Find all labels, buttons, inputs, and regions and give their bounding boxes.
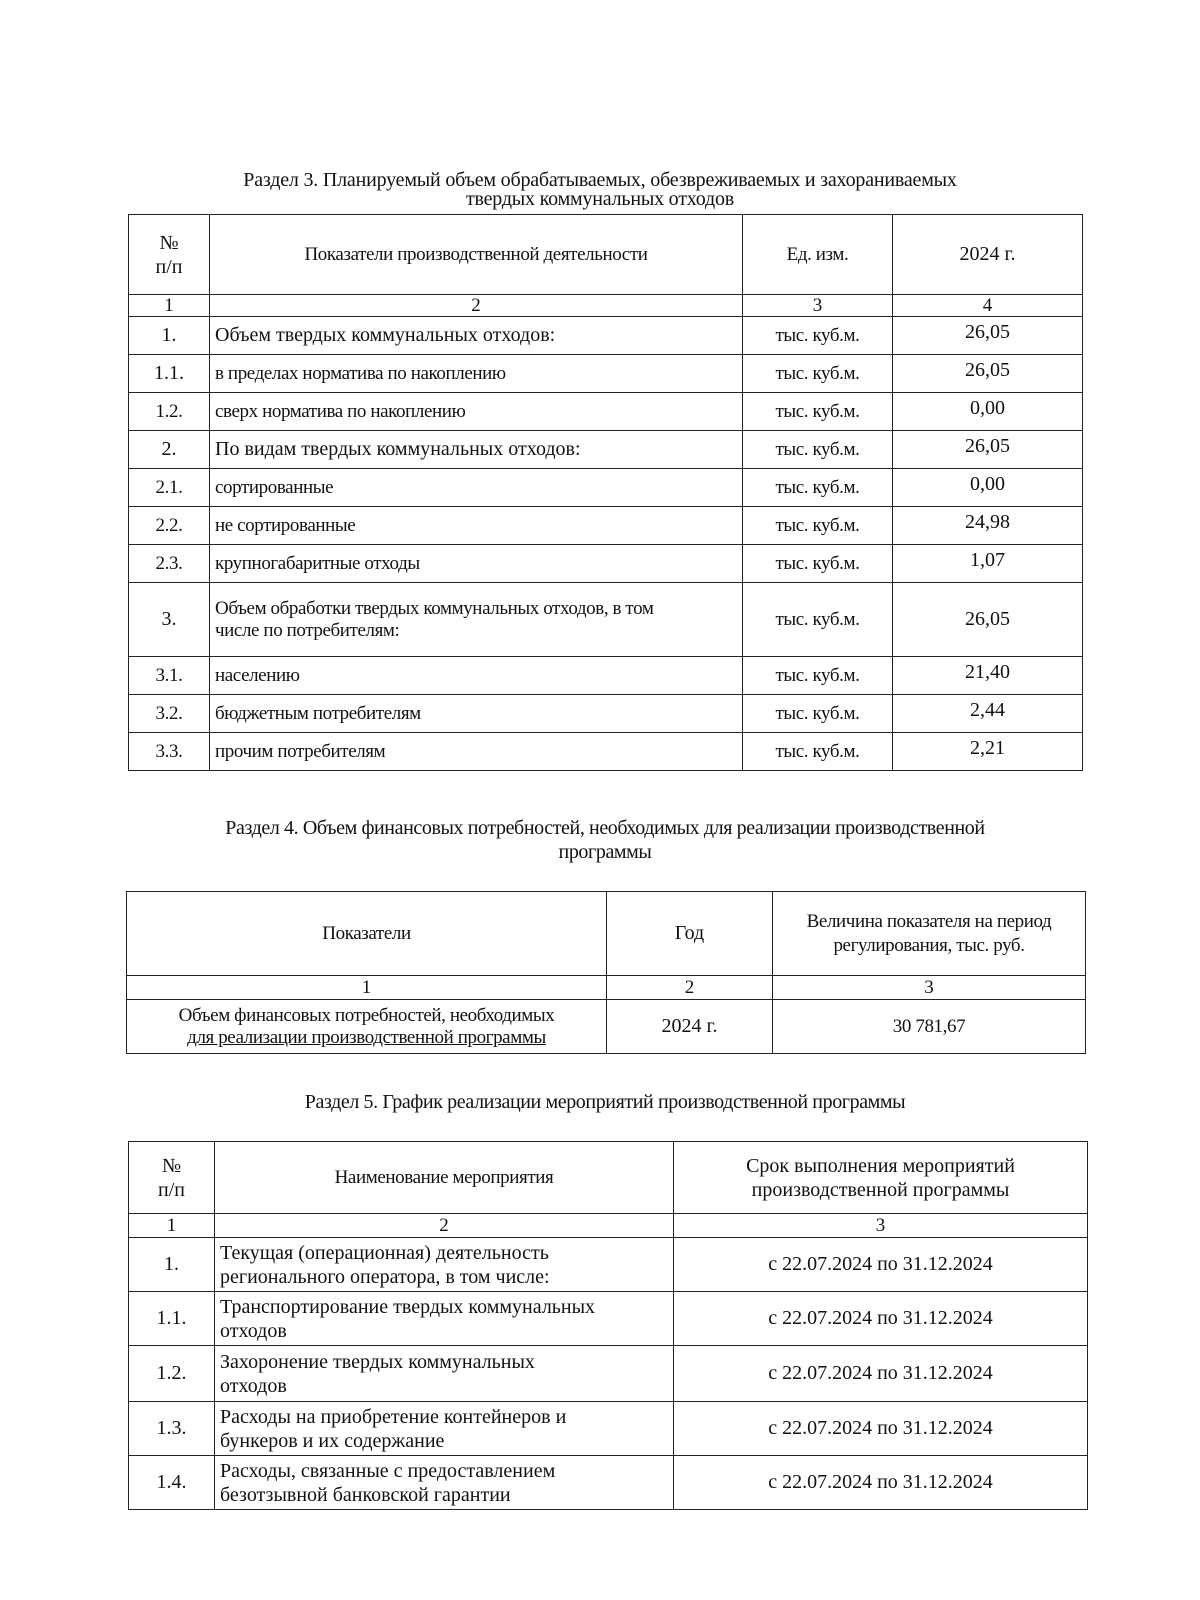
row-name [127,1000,607,1054]
header-unit: Ед. изм. [743,215,893,295]
row-unit: тыс. куб.м. [743,393,893,431]
row-term: с 22.07.2024 по 31.12.2024 [674,1238,1088,1292]
table-row [129,1456,1088,1510]
table-row [129,695,1083,733]
row-unit: тыс. куб.м. [743,657,893,695]
row-value: 21,40 [893,657,1083,695]
section3-title-line1: Раздел 3. Планируемый объем обрабатываемых, обезвреживаемых и захораниваемых [243,169,957,191]
row-name: сверх норматива по накоплению [210,393,743,431]
row-name [215,1238,674,1292]
row-num: 2. [129,431,210,469]
section3-title-line2: твердых коммунальных отходов [465,188,735,210]
row-name-line1: Транспортирование твердых коммунальных [220,1295,596,1318]
row-name-line1: Расходы, связанные с предоставлением [220,1459,556,1482]
row-name: сортированные [210,469,743,507]
row-year: 2024 г. [607,1000,773,1054]
row-unit: тыс. куб.м. [743,507,893,545]
row-num: 3. [129,583,210,657]
section4-title-line2: программы [558,841,652,863]
row-name [215,1292,674,1346]
row-unit: тыс. куб.м. [743,733,893,771]
row-num: 1.1. [129,355,210,393]
row-name-line1: Объем обработки твердых коммунальных отходов, в том [215,597,654,619]
row-name: Объем твердых коммунальных отходов: [210,317,743,355]
row-name [210,583,743,657]
colnum-1: 1 [129,1214,215,1238]
table-row [129,507,1083,545]
table-row [129,583,1083,657]
row-value: 0,00 [893,469,1083,507]
header-term [674,1142,1088,1214]
row-name [215,1456,674,1510]
colnum-2: 2 [210,295,743,317]
row-value: 2,21 [893,733,1083,771]
row-num: 2.2. [129,507,210,545]
section5-title: Раздел 5. График реализации мероприятий производственной программы [304,1091,906,1113]
section4-table [126,891,1086,1054]
row-num: 1. [129,317,210,355]
section3-colnum-row [129,295,1083,317]
row-name-line2: отходов [220,1374,287,1397]
row-name: прочим потребителям [210,733,743,771]
row-num: 1.2. [129,1346,215,1402]
row-name-line2: регионального оператора, в том числе: [220,1265,550,1288]
row-num: 1.1. [129,1292,215,1346]
row-unit: тыс. куб.м. [743,469,893,507]
table-row [129,1346,1088,1402]
header-num [129,1142,215,1214]
row-name-line2: отходов [220,1319,287,1342]
row-term: с 22.07.2024 по 31.12.2024 [674,1346,1088,1402]
colnum-2: 2 [607,976,773,1000]
table-row [129,469,1083,507]
section4-title-line1: Раздел 4. Объем финансовых потребностей, необходимых для реализации производственной [225,817,985,839]
row-num: 3.3. [129,733,210,771]
table-row [129,1402,1088,1456]
row-unit: тыс. куб.м. [743,431,893,469]
row-name-line1: Текущая (операционная) деятельность [220,1241,549,1264]
section4-header-row [127,892,1086,976]
row-value: 2,44 [893,695,1083,733]
row-value: 0,00 [893,393,1083,431]
row-value: 26,05 [893,355,1083,393]
table-row [129,733,1083,771]
header-indicator: Показатели производственной деятельности [210,215,743,295]
table-row [129,657,1083,695]
row-name: бюджетным потребителям [210,695,743,733]
row-unit: тыс. куб.м. [743,583,893,657]
row-num: 3.2. [129,695,210,733]
row-value: 26,05 [893,317,1083,355]
header-value-line1: Величина показателя на период [806,910,1052,932]
row-unit: тыс. куб.м. [743,355,893,393]
header-num-line1: № [159,231,179,254]
row-unit: тыс. куб.м. [743,695,893,733]
row-name-line2: для реализации производственной программы [187,1026,546,1048]
row-name-line1: Объем финансовых потребностей, необходимых [178,1004,555,1026]
table-row [129,545,1083,583]
row-value: 26,05 [893,431,1083,469]
colnum-2: 2 [215,1214,674,1238]
table-row [129,355,1083,393]
row-name: населению [210,657,743,695]
section5-header-row [129,1142,1088,1214]
row-name: крупногабаритные отходы [210,545,743,583]
row-term: с 22.07.2024 по 31.12.2024 [674,1456,1088,1510]
section3-title [120,168,1080,211]
row-value: 30 781,67 [773,1000,1086,1054]
row-num: 3.1. [129,657,210,695]
row-name-line1: Захоронение твердых коммунальных [220,1350,535,1373]
row-num: 1.4. [129,1456,215,1510]
row-num: 1.3. [129,1402,215,1456]
colnum-1: 1 [127,976,607,1000]
row-term: с 22.07.2024 по 31.12.2024 [674,1292,1088,1346]
row-name-line2: бункеров и их содержание [220,1429,445,1452]
header-num-line2: п/п [155,255,183,278]
table-row [129,1292,1088,1346]
section3-header-row [129,215,1083,295]
row-num: 2.1. [129,469,210,507]
header-term-line1: Срок выполнения мероприятий [746,1154,1015,1177]
row-unit: тыс. куб.м. [743,545,893,583]
table-row [129,431,1083,469]
row-value: 24,98 [893,507,1083,545]
row-num: 1.2. [129,393,210,431]
header-value-line2: регулирования, тыс. руб. [833,934,1025,956]
section5-table [128,1141,1088,1510]
colnum-3: 3 [743,295,893,317]
table-row [129,1238,1088,1292]
colnum-3: 3 [773,976,1086,1000]
row-num: 1. [129,1238,215,1292]
row-name: не сортированные [210,507,743,545]
row-value: 26,05 [893,583,1083,657]
row-unit: тыс. куб.м. [743,317,893,355]
row-num: 2.3. [129,545,210,583]
header-year: 2024 г. [893,215,1083,295]
row-name [215,1346,674,1402]
row-name: По видам твердых коммунальных отходов: [210,431,743,469]
header-num-line2: п/п [158,1178,185,1201]
table-row [127,1000,1086,1054]
row-name: в пределах норматива по накоплению [210,355,743,393]
section5-colnum-row [129,1214,1088,1238]
colnum-1: 1 [129,295,210,317]
row-name [215,1402,674,1456]
header-name: Наименование мероприятия [215,1142,674,1214]
section4-colnum-row [127,976,1086,1000]
header-term-line2: производственной программы [751,1178,1010,1201]
header-year: Год [607,892,773,976]
row-name-line2: безотзывной банковской гарантии [220,1483,511,1506]
table-row [129,393,1083,431]
header-num-line1: № [161,1154,182,1177]
row-value: 1,07 [893,545,1083,583]
colnum-3: 3 [674,1214,1088,1238]
section3-table [128,214,1083,771]
row-name-line1: Расходы на приобретение контейнеров и [220,1405,567,1428]
header-num [129,215,210,295]
row-term: с 22.07.2024 по 31.12.2024 [674,1402,1088,1456]
colnum-4: 4 [893,295,1083,317]
header-value [773,892,1086,976]
row-name-line2: числе по потребителям: [215,619,400,641]
table-row [129,317,1083,355]
header-indicator: Показатели [127,892,607,976]
section4-title [150,816,1060,864]
